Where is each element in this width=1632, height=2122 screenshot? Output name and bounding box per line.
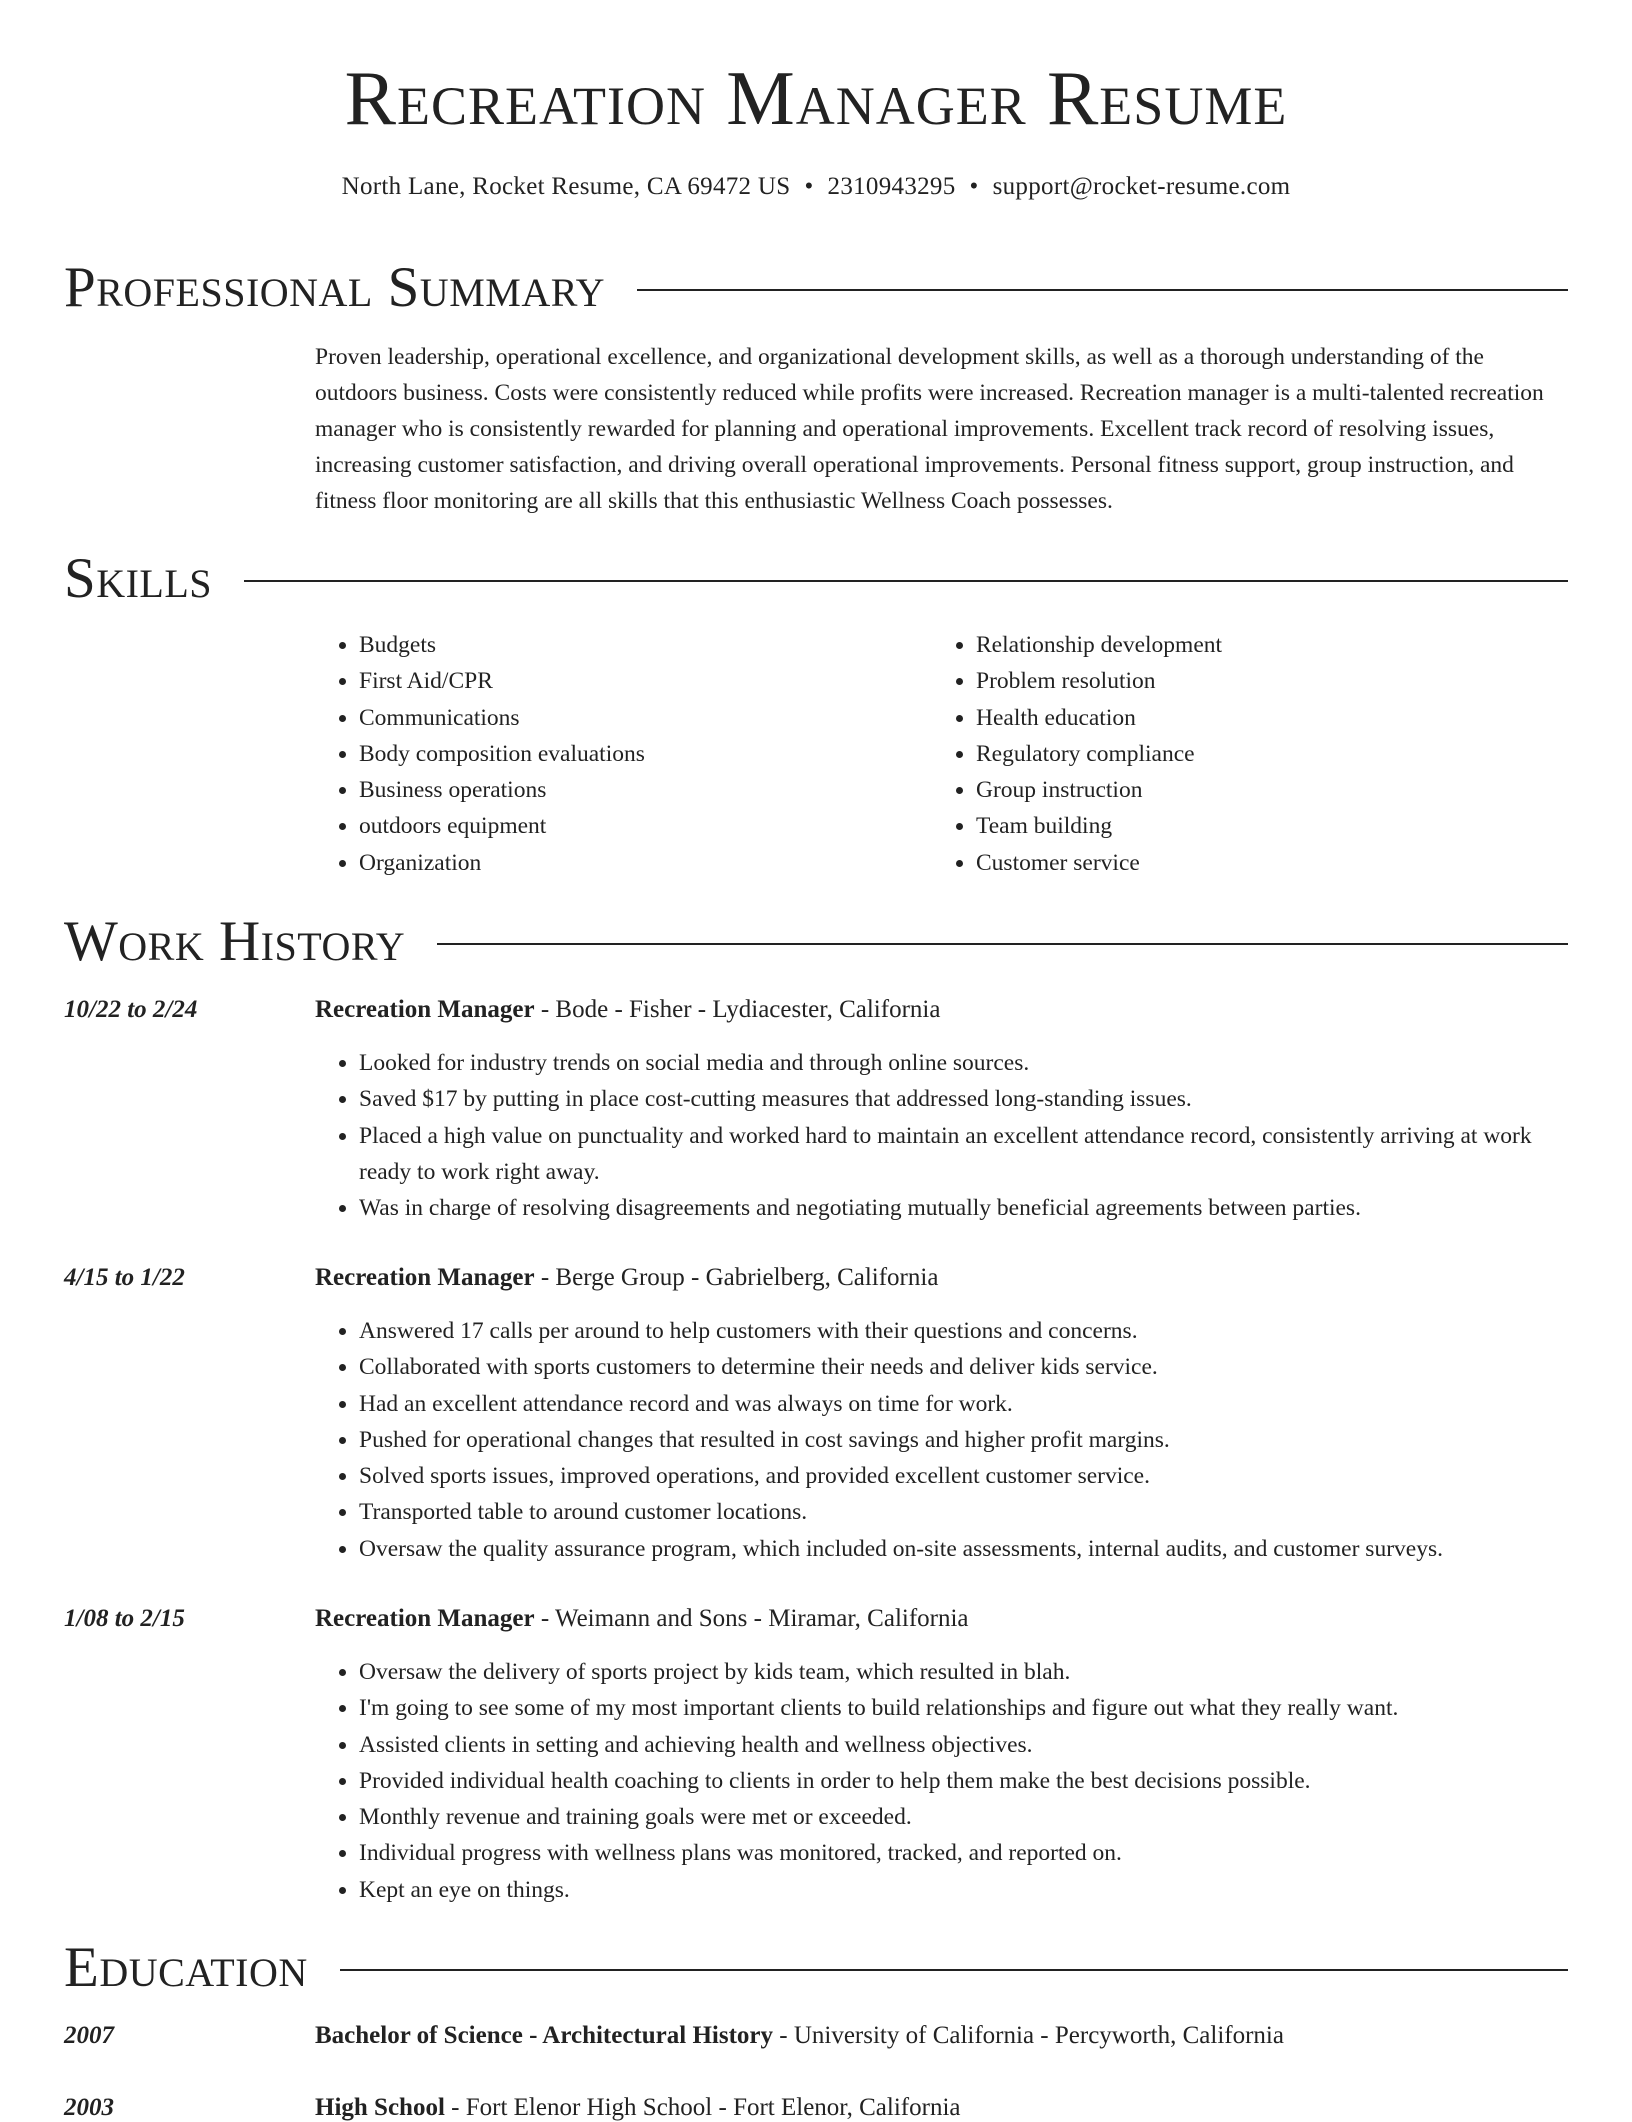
skills-section-header [64, 547, 1568, 610]
skill-item: • Regulatory compliance [976, 736, 1576, 772]
job-bullet: • Was in charge of resolving disagreements and negotiating mutually beneficial agreements between parties. [359, 1190, 1568, 1226]
education-details: - University of California - Percyworth, California [773, 2022, 1284, 2049]
contact-phone: 2310943295 [827, 173, 956, 200]
education-degree: Bachelor of Science - Architectural History [315, 2022, 773, 2049]
skill-item: • Health education [976, 700, 1576, 736]
job-bullet: • Answered 17 calls per around to help customers with their questions and concerns. [359, 1313, 1568, 1349]
job-bullet: • Collaborated with sports customers to determine their needs and deliver kids service. [359, 1349, 1568, 1385]
job-role: Recreation Manager [315, 1264, 535, 1291]
section-divider [437, 943, 1568, 945]
section-divider [340, 1969, 1568, 1971]
skill-item: • First Aid/CPR [359, 663, 959, 699]
education-heading [315, 2094, 960, 2122]
job-bullet: • Pushed for operational changes that resulted in cost savings and higher profit margins. [359, 1422, 1568, 1458]
job-bullets [315, 1313, 1568, 1567]
skill-item: • Problem resolution [976, 663, 1576, 699]
skill-item: • Business operations [359, 772, 959, 808]
education-heading [315, 2022, 1284, 2050]
section-divider [244, 580, 1568, 582]
education-details: - Fort Elenor High School - Fort Elenor, California [444, 2094, 961, 2121]
skills-list-right [932, 627, 1576, 881]
job-bullet: • Assisted clients in setting and achieving health and wellness objectives. [359, 1727, 1568, 1763]
skill-item: • Communications [359, 700, 959, 736]
job-bullet: • Oversaw the quality assurance program, which included on-site assessments, internal audits, and customer surveys. [359, 1531, 1568, 1567]
job-bullet: • Looked for industry trends on social media and through online sources. [359, 1045, 1568, 1081]
job-bullet: • Transported table to around customer locations. [359, 1494, 1568, 1530]
skills-list-left [315, 627, 959, 881]
skill-item: • Customer service [976, 845, 1576, 881]
skill-item: • Organization [359, 845, 959, 881]
contact-separator: • [969, 173, 979, 200]
skill-item: • Body composition evaluations [359, 736, 959, 772]
education-year: 2007 [64, 2022, 114, 2049]
work-section-header [64, 910, 1568, 973]
job-bullets [315, 1654, 1568, 1908]
contact-email: support@rocket-resume.com [992, 173, 1291, 200]
job-bullet: • Solved sports issues, improved operations, and provided excellent customer service. [359, 1458, 1568, 1494]
job-dates: 4/15 to 1/22 [64, 1264, 185, 1291]
summary-text: Proven leadership, operational excellence, and organizational development skills, as well as a thorough understanding of the outdoors business. Costs were consistently reduced while profits were increased. Recreation manager is a multi-talented recreation manager who is consistently rewarded for planning and operational improvements. Excellent track record of resolving issues, increasing customer satisfaction, and driving overall operational improvements. Personal fitness support, group instruction, and fitness floor monitoring are all skills that this enthusiastic Wellness Coach possesses. [315, 344, 1544, 514]
education-degree: High School [315, 2094, 445, 2121]
skill-item: • Team building [976, 808, 1576, 844]
job-details: - Bode - Fisher - Lydiacester, California [534, 996, 941, 1023]
skill-item: • outdoors equipment [359, 808, 959, 844]
job-bullet: • I'm going to see some of my most important clients to build relationships and figure out what they really want. [359, 1690, 1568, 1726]
skill-item: • Budgets [359, 627, 959, 663]
education-year: 2003 [64, 2094, 114, 2121]
job-bullet: • Kept an eye on things. [359, 1872, 1568, 1908]
section-divider [637, 289, 1568, 291]
education-section-header [64, 1936, 1568, 1999]
skill-item: • Group instruction [976, 772, 1576, 808]
job-heading [315, 1605, 969, 1633]
job-role: Recreation Manager [315, 996, 535, 1023]
skills-section-title: Skills [64, 547, 213, 610]
job-bullet: • Provided individual health coaching to clients in order to help them make the best decisions possible. [359, 1763, 1568, 1799]
summary-section-title: Professional Summary [64, 256, 606, 319]
job-bullet: • Saved $17 by putting in place cost-cutting measures that addressed long-standing issues. [359, 1081, 1568, 1117]
summary-section-header [64, 256, 1568, 319]
job-bullet: • Oversaw the delivery of sports project by kids team, which resulted in blah. [359, 1654, 1568, 1690]
job-heading [315, 996, 940, 1024]
job-heading [315, 1264, 938, 1292]
skill-item: • Relationship development [976, 627, 1576, 663]
job-details: - Berge Group - Gabrielberg, California [534, 1264, 939, 1291]
resume-name: Recreation Manager Resume [344, 55, 1288, 141]
job-bullet: • Individual progress with wellness plans was monitored, tracked, and reported on. [359, 1835, 1568, 1871]
job-bullet: • Placed a high value on punctuality and worked hard to maintain an excellent attendance record, consistently arriving at work ready to work right away. [359, 1118, 1568, 1191]
contact-address: North Lane, Rocket Resume, CA 69472 US [341, 173, 791, 200]
job-dates: 1/08 to 2/15 [64, 1605, 185, 1632]
job-role: Recreation Manager [315, 1605, 535, 1632]
job-dates: 10/22 to 2/24 [64, 996, 198, 1023]
job-bullet: • Monthly revenue and training goals were met or exceeded. [359, 1799, 1568, 1835]
contact-line [0, 173, 1632, 201]
job-bullets [315, 1045, 1568, 1226]
job-details: - Weimann and Sons - Miramar, California [534, 1605, 969, 1632]
work-section-title: Work History [64, 910, 406, 973]
education-section-title: Education [64, 1936, 308, 1999]
job-bullet: • Had an excellent attendance record and was always on time for work. [359, 1386, 1568, 1422]
contact-separator: • [804, 173, 814, 200]
